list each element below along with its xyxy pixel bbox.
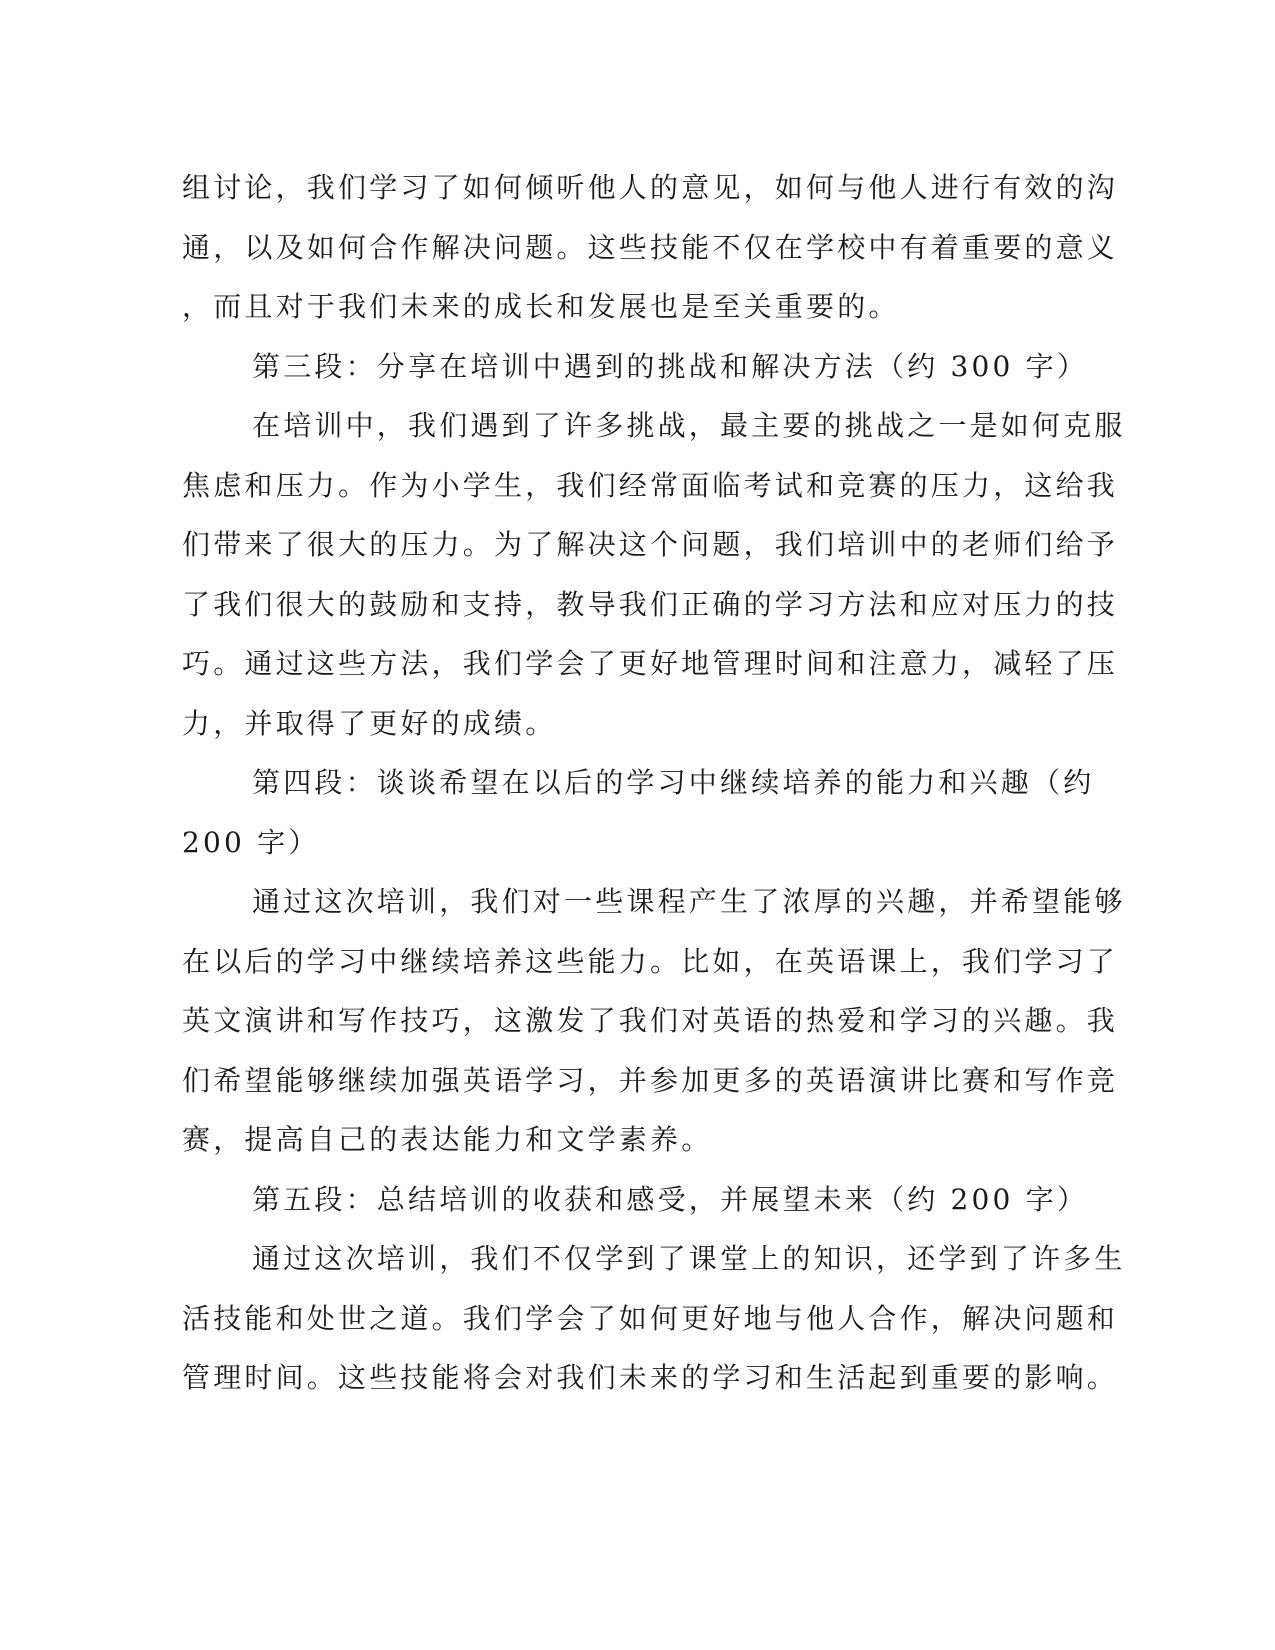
- section-heading-5: 第五段：总结培训的收获和感受，并展望未来（约 200 字）: [252, 1182, 1089, 1216]
- section-heading-3: 第三段：分享在培训中遇到的挑战和解决方法（约 300 字）: [252, 349, 1089, 383]
- body-line: 组讨论，我们学习了如何倾听他人的意见，如何与他人进行有效的沟: [182, 171, 1119, 204]
- section-heading-4: 第四段：谈谈希望在以后的学习中继续培养的能力和兴趣（约: [252, 766, 1095, 799]
- body-line: 赛，提高自己的表达能力和文学素养。: [182, 1123, 713, 1156]
- body-line: 通过这次培训，我们不仅学到了课堂上的知识，还学到了许多生: [252, 1242, 1126, 1275]
- body-line: 巧。通过这些方法，我们学会了更好地管理时间和注意力，减轻了压: [182, 647, 1119, 680]
- section-heading-4-continued: 200 字）: [182, 825, 320, 859]
- body-line: ，而且对于我们未来的成长和发展也是至关重要的。: [182, 290, 900, 323]
- document-body: [182, 158, 1126, 1408]
- body-line: 力，并取得了更好的成绩。: [182, 706, 557, 740]
- body-line: 管理时间。这些技能将会对我们未来的学习和生活起到重要的影响。: [182, 1361, 1119, 1394]
- body-line: 活技能和处世之道。我们学会了如何更好地与他人合作，解决问题和: [182, 1301, 1119, 1335]
- body-line: 通过这次培训，我们对一些课程产生了浓厚的兴趣，并希望能够: [252, 885, 1126, 918]
- body-line: 焦虑和压力。作为小学生，我们经常面临考试和竞赛的压力，这给我: [182, 468, 1119, 502]
- body-line: 通，以及如何合作解决问题。这些技能不仅在学校中有着重要的意义: [182, 230, 1119, 264]
- body-line: 们带来了很大的压力。为了解决这个问题，我们培训中的老师们给予: [182, 528, 1119, 561]
- body-line: 们希望能够继续加强英语学习，并参加更多的英语演讲比赛和写作竞: [182, 1063, 1119, 1097]
- body-line: 了我们很大的鼓励和支持，教导我们正确的学习方法和应对压力的技: [182, 587, 1119, 621]
- body-line: 英文演讲和写作技巧，这激发了我们对英语的热爱和学习的兴趣。我: [182, 1004, 1119, 1037]
- body-line: 在以后的学习中继续培养这些能力。比如，在英语课上，我们学习了: [182, 944, 1119, 978]
- body-line: 在培训中，我们遇到了许多挑战，最主要的挑战之一是如何克服: [252, 409, 1126, 442]
